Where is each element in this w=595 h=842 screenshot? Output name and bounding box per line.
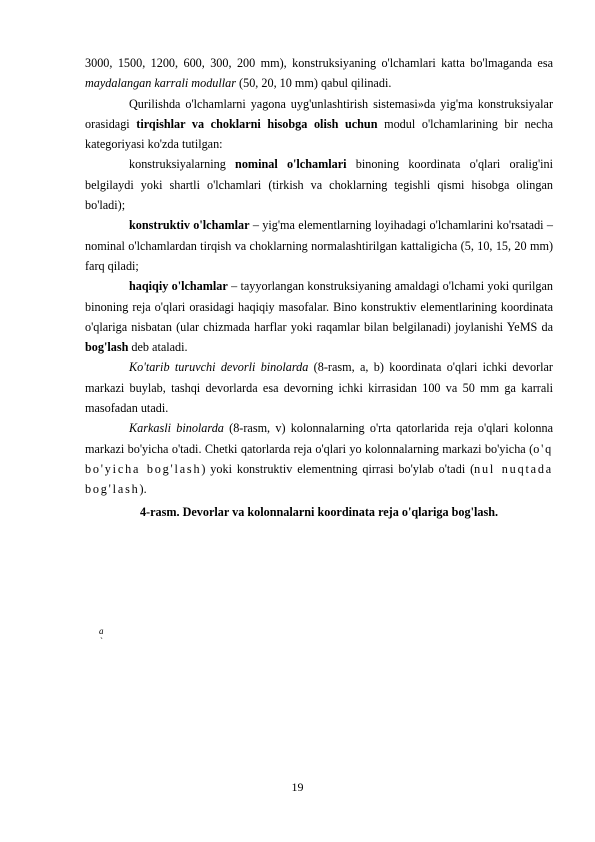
paragraph-3 — [85, 154, 553, 215]
paragraph-6 — [85, 357, 553, 418]
p7-text: (8-rasm, v) kolonnalarning o'rta qatorlarida reja o'qlari kolonna markazi bo'yicha o'tadi. Chetki qatorlarda reja o'qlari yo kolonnalarning markazi bo'yicha ( — [85, 421, 554, 456]
p3-text: konstruksiyalarning — [129, 157, 236, 172]
p3-bold-term: nominal o'lchamlari — [235, 157, 347, 172]
figure-label: a — [99, 626, 104, 636]
p7-text-mid: ) yoki konstruktiv elementning qirrasi bo'ylab o'tadi ( — [201, 461, 475, 476]
p3-text-end: binoning koordinata o'qlari oralig'ini belgilaydi yoki shartli o'lchamlari (tirkish va choklarning tegishli qismi hisobga olingan bo'ladi); — [85, 157, 554, 213]
p2-text-end: modul o'lchamlarining bir necha kategoriyasi ko'zda tutilgan: — [85, 116, 553, 152]
p5-text-end: deb ataladi. — [128, 340, 188, 355]
paragraph-7 — [85, 418, 553, 499]
p7-italic-term: Karkasli binolarda — [129, 421, 224, 436]
figure-tick-mark: ` — [100, 636, 103, 646]
p6-italic-term: Ko'tarib turuvchi devorli binolarda — [129, 360, 309, 375]
paragraph-1 — [85, 53, 553, 94]
page-number: 19 — [291, 780, 304, 794]
caption-text: 4-rasm. Devorlar va kolonnalarni koordinata reja o'qlariga bog'lash — [139, 504, 495, 519]
p7-spaced-term-1: o'q bo'yicha bog'lash — [85, 441, 553, 476]
paragraph-4 — [85, 215, 553, 276]
p5-bold-term-2: bog'lash — [85, 340, 129, 355]
p5-text: – tayyorlangan konstruksiyaning amaldagi o'lchami yoki qurilgan binoning reja o'qlari orasidagi haqiqiy masofalar. Bino konstruktiv elementlarining koordinata o'qlariga nisbatan (ular chizmada harflar yoki raqamlar bilan belgilanadi) joylanishi YeMS da — [85, 279, 554, 334]
p7-spaced-term-2: nul nuqtada bog'lash — [85, 461, 553, 497]
p1-text-end: (50, 20, 10 mm) qabul qilinadi. — [236, 76, 392, 91]
paragraph-5 — [85, 276, 553, 357]
p7-text-end: ). — [139, 482, 147, 497]
p1-italic-term: maydalangan karrali modullar — [85, 76, 236, 91]
body-text — [85, 53, 553, 522]
p4-bold-term: konstruktiv o'lchamlar — [129, 218, 250, 233]
caption-tail: . — [495, 504, 499, 519]
paragraph-2 — [85, 94, 553, 155]
p2-text: Qurilishda o'lchamlarni yagona uyg'unlashtirish sistemasi»da yig'ma konstruksiyalar orasidagi — [85, 96, 553, 131]
p2-bold-term: tirqishlar va choklarni hisobga olish uchun — [136, 116, 378, 131]
p1-text: 3000, 1500, 1200, 600, 300, 200 mm), konstruksiyaning o'lchamlari katta bo'lmaganda esa — [85, 56, 553, 70]
p5-bold-term: haqiqiy o'lchamlar — [129, 279, 228, 294]
p4-text: – yig'ma elementlarning loyihadagi o'lchamlarini ko'rsatadi – nominal o'lchamlardan tirqish va choklarning normalashtirilgan kattaligicha (5, 10, 15, 20 mm) farq qiladi; — [85, 218, 553, 273]
figure-caption — [85, 502, 553, 522]
p6-text: (8-rasm, a, b) koordinata o'qlari ichki devorlar markazi buylab, tashqi devorlarda esa devorning ichki kirrasidan 100 va 50 mm ga karrali masofadan utadi. — [85, 360, 553, 416]
